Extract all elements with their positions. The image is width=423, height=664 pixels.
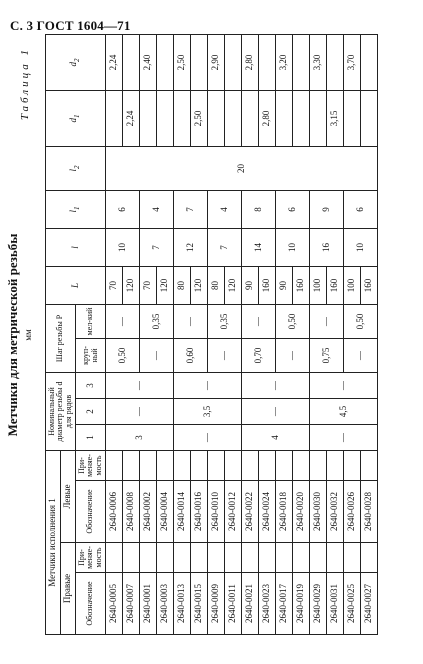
- cell-pitch-fine: —: [174, 304, 208, 338]
- cell-l: 10: [344, 228, 378, 266]
- cell-d1: [208, 90, 225, 146]
- cell-d1: [225, 90, 242, 146]
- cell-d2: [259, 34, 276, 90]
- rotated-table-area: [5, 35, 405, 635]
- cell-right-applicability: [123, 543, 140, 573]
- cell-right-applicability: [191, 543, 208, 573]
- cell-l1: 4: [208, 190, 242, 228]
- cell-d1: [344, 90, 361, 146]
- header-left-designation: Обозначение: [76, 481, 106, 543]
- header-l2-sym: l: [68, 168, 79, 172]
- cell-d1: [293, 90, 310, 146]
- cell-d2: [157, 34, 174, 90]
- cell-L: 90: [242, 266, 259, 304]
- cell-right-applicability: [140, 543, 157, 573]
- cell-d2: [327, 34, 344, 90]
- cell-d1: [310, 90, 327, 146]
- cell-left-applicability: [344, 451, 361, 481]
- cell-right-designation: 2640-0019: [293, 573, 310, 635]
- cell-nominal-row1: —: [310, 425, 378, 451]
- cell-right-designation: 2640-0025: [344, 573, 361, 635]
- cell-left-applicability: [293, 451, 310, 481]
- cell-d2: [225, 34, 242, 90]
- cell-pitch-fine: —: [310, 304, 344, 338]
- table-caption: Метчики для метрической резьбы: [5, 233, 20, 437]
- cell-L: 100: [344, 266, 361, 304]
- cell-d1: 2,24: [123, 90, 140, 146]
- cell-right-designation: 2640-0015: [191, 573, 208, 635]
- cell-pitch-coarse: —: [276, 338, 310, 372]
- cell-right-applicability: [157, 543, 174, 573]
- cell-nominal-row2: 4,5: [310, 399, 378, 425]
- cell-d1: 3,15: [327, 90, 344, 146]
- header-l2: [46, 146, 106, 190]
- cell-left-designation: 2640-0028: [361, 481, 378, 543]
- cell-L: 70: [106, 266, 123, 304]
- cell-d1: 2,80: [259, 90, 276, 146]
- cell-right-designation: 2640-0031: [327, 573, 344, 635]
- cell-left-designation: 2640-0012: [225, 481, 242, 543]
- cell-right-designation: 2640-0011: [225, 573, 242, 635]
- cell-right-applicability: [242, 543, 259, 573]
- cell-L: 120: [225, 266, 242, 304]
- cell-left-designation: 2640-0014: [174, 481, 191, 543]
- cell-left-applicability: [259, 451, 276, 481]
- cell-d2: 2,24: [106, 34, 123, 90]
- cell-L: 160: [293, 266, 310, 304]
- cell-nominal-row3: —: [174, 372, 242, 398]
- cell-pitch-coarse: 0,70: [242, 338, 276, 372]
- cell-L: 70: [140, 266, 157, 304]
- cell-d1: 2,50: [191, 90, 208, 146]
- cell-right-applicability: [310, 543, 327, 573]
- page-header: С. 3 ГОСТ 1604—71: [10, 18, 131, 33]
- cell-right-applicability: [259, 543, 276, 573]
- header-left: Левые: [61, 451, 76, 543]
- cell-L: 90: [276, 266, 293, 304]
- cell-d1: [157, 90, 174, 146]
- cell-left-applicability: [276, 451, 293, 481]
- header-right-designation: Обозначение: [76, 573, 106, 635]
- cell-left-designation: 2640-0008: [123, 481, 140, 543]
- header-l1: [46, 190, 106, 228]
- cell-left-designation: 2640-0010: [208, 481, 225, 543]
- header-coarse: круп-ный: [76, 338, 106, 372]
- cell-left-applicability: [327, 451, 344, 481]
- cell-d1: [174, 90, 191, 146]
- cell-right-applicability: [208, 543, 225, 573]
- cell-left-designation: 2640-0002: [140, 481, 157, 543]
- cell-left-applicability: [225, 451, 242, 481]
- table-row: [344, 34, 361, 634]
- cell-l: 16: [310, 228, 344, 266]
- table-row: [276, 34, 293, 634]
- cell-l1: 6: [276, 190, 310, 228]
- cell-pitch-fine: 0,35: [140, 304, 174, 338]
- table-label: Таблица 1: [19, 47, 31, 121]
- table-row: [140, 34, 157, 634]
- units-label: мм: [23, 329, 33, 341]
- header-fine: мел-кий: [76, 304, 106, 338]
- cell-pitch-fine: 0,50: [344, 304, 378, 338]
- cell-L: 80: [174, 266, 191, 304]
- cell-nominal-row1: —: [174, 425, 242, 451]
- cell-left-applicability: [174, 451, 191, 481]
- cell-l1: 6: [106, 190, 140, 228]
- header-l: l: [46, 228, 106, 266]
- cell-d1: [106, 90, 123, 146]
- cell-d2: [191, 34, 208, 90]
- header-d2-sym: d: [68, 61, 79, 67]
- cell-right-designation: 2640-0009: [208, 573, 225, 635]
- cell-nominal-row2: —: [242, 399, 310, 425]
- cell-L: 80: [208, 266, 225, 304]
- cell-right-applicability: [361, 543, 378, 573]
- cell-d2: 2,80: [242, 34, 259, 90]
- cell-left-applicability: [361, 451, 378, 481]
- header-d1: [46, 90, 106, 146]
- cell-pitch-coarse: —: [208, 338, 242, 372]
- cell-left-designation: 2640-0030: [310, 481, 327, 543]
- table-row: [106, 34, 123, 634]
- cell-L: 160: [259, 266, 276, 304]
- cell-left-designation: 2640-0006: [106, 481, 123, 543]
- cell-pitch-coarse: —: [140, 338, 174, 372]
- cell-pitch-coarse: 0,60: [174, 338, 208, 372]
- cell-d2: [293, 34, 310, 90]
- cell-d1: [242, 90, 259, 146]
- cell-left-applicability: [191, 451, 208, 481]
- header-d2: [46, 34, 106, 90]
- header-right: Правые: [61, 543, 76, 635]
- cell-pitch-fine: 0,35: [208, 304, 242, 338]
- cell-d1: [276, 90, 293, 146]
- cell-left-designation: 2640-0004: [157, 481, 174, 543]
- header-left-applicability: При-меняе-мость: [76, 451, 106, 481]
- cell-l1: 4: [140, 190, 174, 228]
- cell-right-designation: 2640-0029: [310, 573, 327, 635]
- cell-right-designation: 2640-0017: [276, 573, 293, 635]
- header-d1-sub: 1: [73, 114, 82, 118]
- cell-l: 12: [174, 228, 208, 266]
- cell-L: 120: [123, 266, 140, 304]
- cell-pitch-fine: —: [106, 304, 140, 338]
- cell-right-designation: 2640-0007: [123, 573, 140, 635]
- header-d2-sub: 2: [73, 58, 82, 62]
- cell-right-applicability: [106, 543, 123, 573]
- cell-left-applicability: [123, 451, 140, 481]
- cell-d2: 3,30: [310, 34, 327, 90]
- metric-taps-table: [45, 34, 378, 635]
- header-row1: 1: [76, 425, 106, 451]
- cell-right-applicability: [344, 543, 361, 573]
- header-pitch-group: [46, 304, 76, 372]
- cell-left-designation: 2640-0032: [327, 481, 344, 543]
- header-right-applicability: При-меняе-мость: [76, 543, 106, 573]
- cell-nominal-row1: 3: [106, 425, 174, 451]
- cell-left-applicability: [208, 451, 225, 481]
- cell-d2: 2,50: [174, 34, 191, 90]
- cell-left-designation: 2640-0018: [276, 481, 293, 543]
- cell-pitch-fine: 0,50: [276, 304, 310, 338]
- cell-pitch-coarse: 0,50: [106, 338, 140, 372]
- cell-right-designation: 2640-0005: [106, 573, 123, 635]
- cell-d1: [140, 90, 157, 146]
- cell-d2: 2,40: [140, 34, 157, 90]
- cell-d2: 2,90: [208, 34, 225, 90]
- cell-l: 14: [242, 228, 276, 266]
- header-row3: 3: [76, 372, 106, 398]
- cell-left-applicability: [310, 451, 327, 481]
- cell-right-applicability: [276, 543, 293, 573]
- cell-d2: [123, 34, 140, 90]
- cell-nominal-row3: —: [310, 372, 378, 398]
- cell-right-designation: 2640-0003: [157, 573, 174, 635]
- cell-d2: [361, 34, 378, 90]
- header-l1-sub: 1: [73, 206, 82, 210]
- cell-nominal-row2: 3,5: [174, 399, 242, 425]
- header-group-main: Метчики исполнения 1: [46, 451, 61, 635]
- table-row: [208, 34, 225, 634]
- cell-left-applicability: [157, 451, 174, 481]
- cell-left-applicability: [140, 451, 157, 481]
- cell-right-designation: 2640-0027: [361, 573, 378, 635]
- cell-left-applicability: [106, 451, 123, 481]
- cell-l1: 9: [310, 190, 344, 228]
- cell-pitch-coarse: 0,75: [310, 338, 344, 372]
- header-l2-sub: 2: [73, 165, 82, 169]
- cell-d2: 3,20: [276, 34, 293, 90]
- cell-nominal-row1: 4: [242, 425, 310, 451]
- cell-left-designation: 2640-0016: [191, 481, 208, 543]
- cell-nominal-row2: —: [106, 399, 174, 425]
- cell-right-applicability: [293, 543, 310, 573]
- header-nominal-group: [46, 372, 76, 450]
- cell-l: 7: [140, 228, 174, 266]
- cell-l: 10: [106, 228, 140, 266]
- cell-left-designation: 2640-0024: [259, 481, 276, 543]
- cell-l: 10: [276, 228, 310, 266]
- cell-right-designation: 2640-0023: [259, 573, 276, 635]
- cell-nominal-row3: —: [106, 372, 174, 398]
- cell-l: 7: [208, 228, 242, 266]
- cell-l1: 8: [242, 190, 276, 228]
- cell-L: 160: [361, 266, 378, 304]
- cell-right-applicability: [174, 543, 191, 573]
- cell-right-applicability: [327, 543, 344, 573]
- cell-d1: [361, 90, 378, 146]
- cell-pitch-coarse: —: [344, 338, 378, 372]
- cell-d2: 3,70: [344, 34, 361, 90]
- table-head: [46, 34, 106, 634]
- header-pitch-text: Шаг резьбы P: [55, 314, 65, 363]
- table-row: [174, 34, 191, 634]
- header-nominal-text: Номинальный диаметр резьбы d для рядов: [46, 381, 73, 442]
- header-d1-sym: d: [68, 117, 79, 123]
- header-L: L: [46, 266, 106, 304]
- table-row: [310, 34, 327, 634]
- cell-L: 120: [191, 266, 208, 304]
- cell-nominal-row3: —: [242, 372, 310, 398]
- cell-left-designation: 2640-0026: [344, 481, 361, 543]
- cell-l2: 20: [106, 146, 378, 190]
- cell-l1: 7: [174, 190, 208, 228]
- cell-left-designation: 2640-0022: [242, 481, 259, 543]
- cell-left-applicability: [242, 451, 259, 481]
- cell-right-designation: 2640-0001: [140, 573, 157, 635]
- cell-left-designation: 2640-0020: [293, 481, 310, 543]
- cell-L: 100: [310, 266, 327, 304]
- header-l1-sym: l: [68, 209, 79, 213]
- cell-L: 120: [157, 266, 174, 304]
- cell-L: 160: [327, 266, 344, 304]
- cell-l1: 6: [344, 190, 378, 228]
- cell-pitch-fine: —: [242, 304, 276, 338]
- table-body: [106, 34, 378, 634]
- table-row: [242, 34, 259, 634]
- cell-right-designation: 2640-0021: [242, 573, 259, 635]
- cell-right-applicability: [225, 543, 242, 573]
- header-row2: 2: [76, 399, 106, 425]
- cell-right-designation: 2640-0013: [174, 573, 191, 635]
